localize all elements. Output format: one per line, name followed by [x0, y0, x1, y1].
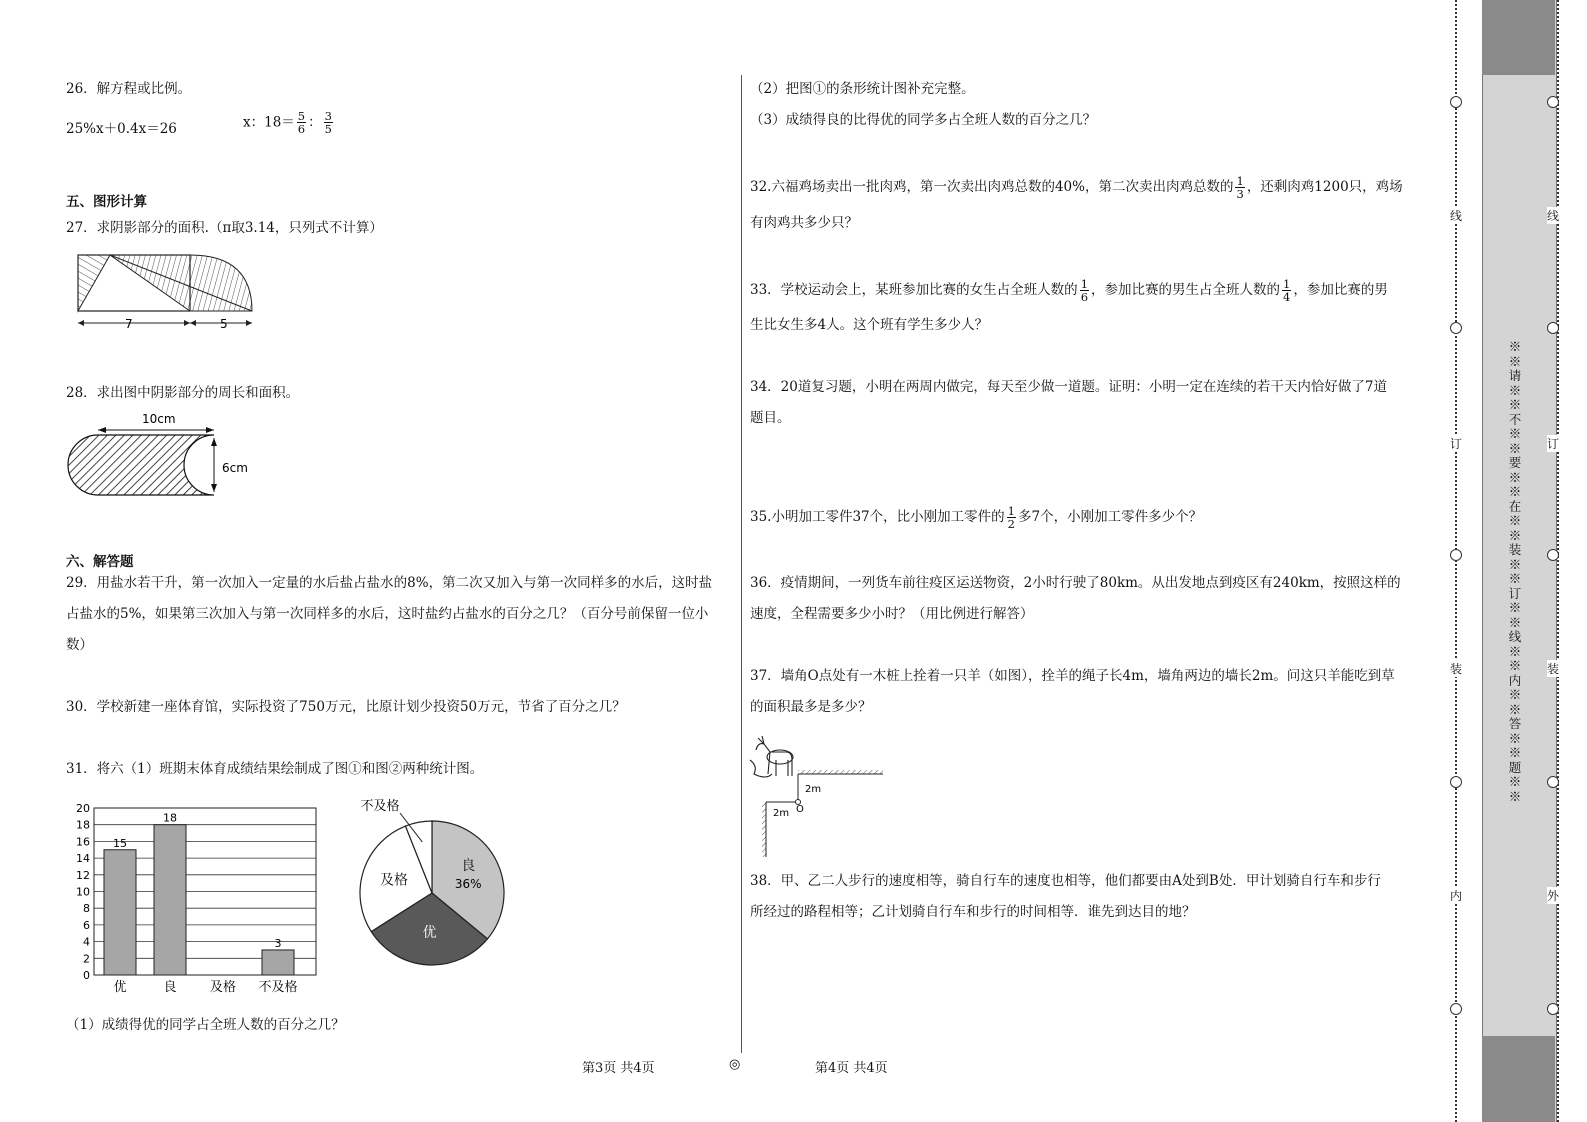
- bar-chart-y-tick: 10: [76, 885, 90, 899]
- q33-frac-1-den: 6: [1080, 290, 1089, 304]
- q26-frac-2: [324, 110, 333, 135]
- q32-line-1: [750, 172, 1403, 203]
- q34-line-1: 34．20道复习题，小明在两周内做完，每天至少做一道题。证明：小明一定在连续的若干天内恰好做了7道: [750, 379, 1387, 395]
- binding-hole: [1547, 1003, 1559, 1015]
- binding-inner-xian: 线: [1450, 209, 1463, 223]
- q34-line-2: 题目。: [750, 410, 791, 426]
- q37-line-2: 的面积最多是多少？: [750, 699, 872, 715]
- q33-line-2: 生比女生多4人。这个班有学生多少人？: [750, 317, 989, 333]
- q26-frac-1: [297, 110, 306, 135]
- q31-pie-chart: [350, 795, 515, 970]
- binding-hole: [1450, 322, 1462, 334]
- binding-inner-nei: 内: [1450, 889, 1463, 903]
- q35-text: [750, 502, 1202, 533]
- q33-frac-1-num: 1: [1080, 277, 1089, 291]
- q26-equation-2: [243, 110, 335, 135]
- bar-chart-data-label: 18: [163, 811, 177, 825]
- q26-title: 26．解方程或比例。: [66, 81, 192, 97]
- q26-frac-2-den: 5: [324, 122, 332, 136]
- binding-inner-ding: 订: [1450, 437, 1463, 451]
- footer-page-left: 第3页 共4页: [582, 1061, 655, 1076]
- q33-frac-2-den: 4: [1283, 290, 1291, 304]
- q29-line-1: 29．用盐水若干升，第一次加入一定量的水后盐占盐水的8%，第二次又加入与第一次同样多的水后，这时盐: [66, 575, 713, 591]
- q35-pre: 35.小明加工零件37个，比小刚加工零件的: [750, 509, 1005, 525]
- q35-post: 多7个，小刚加工零件多少个？: [1017, 509, 1203, 525]
- q38-line-1: 38．甲、乙二人步行的速度相等，骑自行车的速度也相等，他们都要由A处到B处．甲计划骑自行车和步行: [750, 873, 1381, 889]
- q37-label-wall-2: 2m: [773, 808, 790, 819]
- bar-chart-category-label: 及格: [209, 980, 237, 995]
- q29-line-3: 数）: [66, 637, 93, 653]
- q32-frac: [1235, 175, 1244, 200]
- binding-outer-zhuang: 装: [1547, 662, 1560, 676]
- bar-chart-bar: [262, 950, 294, 975]
- q36-line-2: 速度，全程需要多少小时？（用比例进行解答）: [750, 606, 1034, 622]
- section-6-heading: 六、解答题: [66, 554, 134, 570]
- binding-outer-wai: 外: [1547, 889, 1560, 903]
- bar-chart-category-label: 优: [113, 980, 127, 995]
- pie-slice-label: 及格: [379, 872, 408, 889]
- bar-chart-y-tick: 0: [83, 969, 90, 982]
- page-divider: [741, 75, 742, 1053]
- q28-label-height: 6cm: [222, 461, 248, 475]
- binding-hole: [1450, 1003, 1462, 1015]
- q38-line-2: 所经过的路程相等；乙计划骑自行车和步行的时间相等．谁先到达目的地？: [750, 904, 1196, 920]
- binding-hole: [1547, 322, 1559, 334]
- pie-slice-label: 良: [461, 857, 476, 874]
- bar-chart-data-label: 15: [113, 836, 127, 850]
- q27-label-7: 7: [125, 317, 133, 331]
- q29-line-2: 占盐水的5%，如果第三次加入与第一次同样多的水后，这时盐约占盐水的百分之几？（百分号前保留一位小: [66, 606, 709, 622]
- q26-equation-1: 25%x＋0.4x＝26: [66, 121, 177, 137]
- binding-dark-block-bottom: [1482, 1036, 1555, 1122]
- bar-chart-bar: [104, 850, 136, 975]
- binding-dotted-line-outer: [1557, 0, 1561, 1122]
- bar-chart-y-tick: 18: [76, 818, 90, 832]
- pie-slice-label: 优: [422, 924, 437, 941]
- q32-pre: 32.六福鸡场卖出一批肉鸡，第一次卖出肉鸡总数的40%，第二次卖出肉鸡总数的: [750, 179, 1234, 195]
- bar-chart-y-tick: 16: [76, 835, 90, 849]
- bar-chart-category-label: 不及格: [258, 980, 298, 995]
- q31-bar-chart: [68, 800, 328, 1000]
- q31-text: 31．将六（1）班期末体育成绩结果绘制成了图①和图②两种统计图。: [66, 761, 484, 777]
- q28-figure: [66, 408, 266, 503]
- bar-chart-y-tick: 6: [83, 918, 90, 932]
- q33-pre: 33．学校运动会上，某班参加比赛的女生占全班人数的: [750, 282, 1078, 298]
- q32-frac-den: 3: [1236, 187, 1244, 201]
- binding-hole: [1450, 96, 1462, 108]
- q35-frac: [1007, 505, 1016, 530]
- q30-text: 30．学校新建一座体育馆，实际投资了750万元，比原计划少投资50万元，节省了百分之几？: [66, 699, 626, 715]
- pie-percent-label: 36%: [454, 876, 482, 891]
- binding-dark-block-top: [1482, 0, 1555, 75]
- binding-hole: [1547, 96, 1559, 108]
- binding-outer-ding: 订: [1547, 437, 1560, 451]
- binding-hole: [1547, 776, 1559, 788]
- q32-frac-num: 1: [1236, 174, 1244, 188]
- q33-frac-2: [1282, 278, 1291, 303]
- bar-chart-y-tick: 14: [76, 852, 90, 866]
- q26-frac-1-den: 6: [297, 122, 306, 136]
- q32-line-2: 有肉鸡共多少只？: [750, 215, 858, 231]
- q31-sub-1: （1）成绩得优的同学占全班人数的百分之几？: [66, 1017, 345, 1033]
- bar-chart-y-tick: 20: [76, 802, 90, 815]
- goat-icon: [750, 736, 793, 777]
- binding-hole: [1450, 549, 1462, 561]
- bar-chart-y-tick: 12: [76, 868, 90, 882]
- footer-separator: ◎: [729, 1057, 741, 1072]
- q31-sub-2: （2）把图①的条形统计图补充完整。: [750, 81, 975, 97]
- bar-chart-y-tick: 4: [83, 935, 90, 949]
- binding-hole: [1547, 549, 1559, 561]
- binding-dotted-line-inner: [1455, 0, 1459, 1122]
- q37-label-wall-1: 2m: [805, 784, 822, 795]
- bar-chart-y-tick: 2: [83, 952, 90, 966]
- section-5-heading: 五、图形计算: [66, 194, 147, 210]
- q26-colon: ：: [308, 114, 322, 131]
- q28-label-width: 10cm: [142, 412, 176, 426]
- q32-post: ，还剩肉鸡1200只，鸡场: [1246, 179, 1403, 195]
- q35-frac-den: 2: [1007, 517, 1015, 531]
- q33-frac-2-num: 1: [1283, 277, 1291, 291]
- q33-post: ，参加比赛的男: [1293, 282, 1388, 298]
- q37-line-1: 37．墙角O点处有一木桩上拴着一只羊（如图），拴羊的绳子长4m，墙角两边的墙长2m。问这只羊能吃到草: [750, 668, 1395, 684]
- footer-page-right: 第4页 共4页: [815, 1061, 888, 1076]
- q33-line-1: [750, 275, 1388, 306]
- q27-label-5: 5: [220, 317, 228, 331]
- q37-figure: [748, 730, 893, 862]
- bar-chart-y-tick: 8: [83, 902, 90, 916]
- binding-outer-xian: 线: [1547, 209, 1560, 223]
- binding-notice: ※※请※※不※※要※※在※※装※※订※※线※※内※※答※※题※※: [1508, 339, 1522, 804]
- q26-frac-1-num: 5: [297, 109, 306, 123]
- bar-chart-bar: [154, 825, 186, 975]
- q36-line-1: 36．疫情期间，一列货车前往疫区运送物资，2小时行驶了80km。从出发地点到疫区有240km，按照这样的: [750, 575, 1401, 591]
- q31-sub-3: （3）成绩得良的比得优的同学多占全班人数的百分之几？: [750, 112, 1097, 128]
- q27-text: 27．求阴影部分的面积.（π取3.14，只列式不计算）: [66, 220, 383, 236]
- binding-hole: [1450, 776, 1462, 788]
- q27-figure: [70, 246, 270, 336]
- q26-frac-2-num: 3: [324, 109, 332, 123]
- q37-label-o: O: [796, 804, 804, 815]
- q26-eq2-pre: x：18＝: [243, 114, 295, 131]
- q35-frac-num: 1: [1007, 504, 1015, 518]
- q28-text: 28．求出图中阴影部分的周长和面积。: [66, 385, 300, 401]
- q33-mid: ，参加比赛的男生占全班人数的: [1091, 282, 1281, 298]
- q33-frac-1: [1080, 278, 1089, 303]
- binding-inner-zhuang: 装: [1450, 662, 1463, 676]
- bar-chart-category-label: 良: [163, 980, 177, 995]
- bar-chart-data-label: 3: [274, 936, 282, 950]
- pie-slice-label: 不及格: [360, 799, 400, 814]
